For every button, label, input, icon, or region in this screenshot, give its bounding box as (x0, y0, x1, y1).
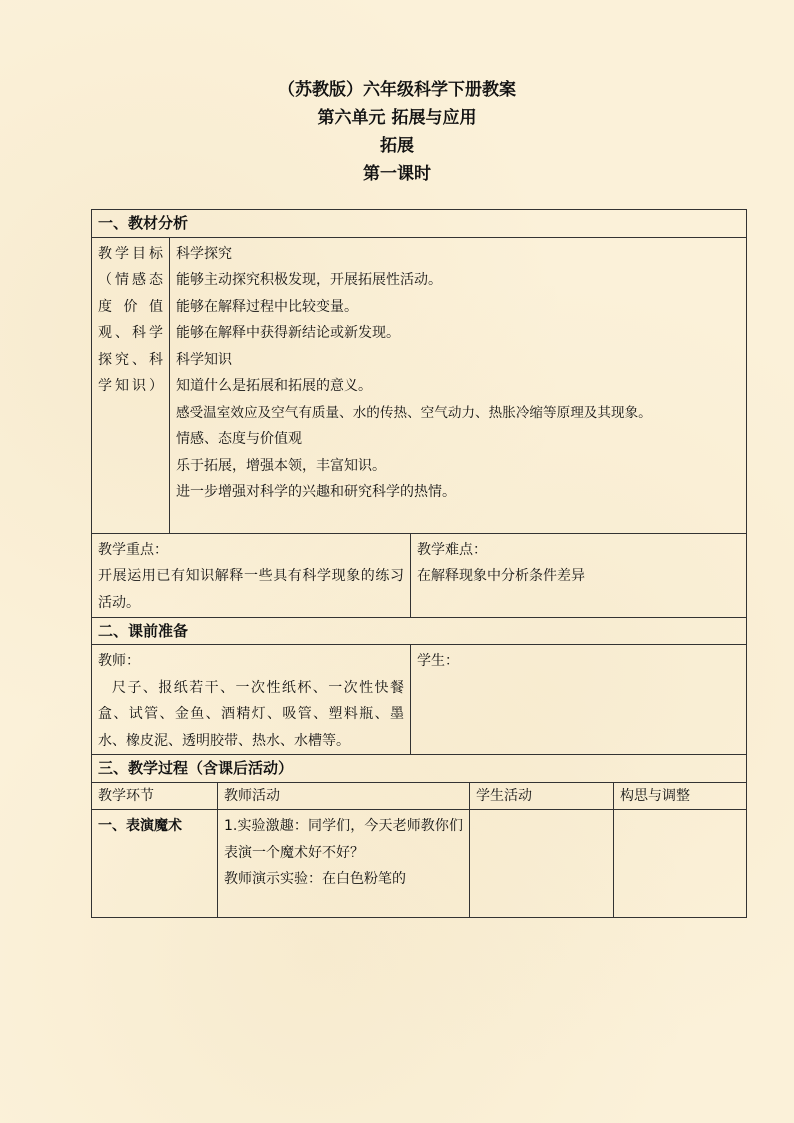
objective-line: 能够主动探究积极发现，开展拓展性活动。 (176, 272, 442, 288)
key-difficulty-row (92, 533, 747, 617)
col-stage-header: 教学环节 (92, 782, 218, 810)
objective-line: 进一步增强对科学的兴趣和研究科学的热情。 (176, 484, 456, 500)
document-title: （苏教版）六年级科学下册教案 (278, 80, 516, 100)
student-activity-cell (470, 810, 614, 918)
teacher-prep-cell (92, 645, 411, 755)
col-student-header: 学生活动 (470, 782, 614, 810)
process-header-row (92, 782, 747, 810)
preparation-row (92, 645, 747, 755)
difficulty-label: 教学难点： (417, 541, 487, 558)
objective-line: 情感、态度与价值观 (176, 431, 302, 447)
key-point-label: 教学重点： (98, 541, 168, 558)
objectives-content (170, 237, 747, 533)
key-point-cell (92, 533, 411, 617)
objectives-label: 教学目标（情感态度价值观、科学探究、科学知识） (92, 237, 170, 533)
stage-cell: 一、表演魔术 (92, 810, 218, 918)
difficulty-text: 在解释现象中分析条件差异 (417, 568, 585, 584)
objective-line: 能够在解释中获得新结论或新发现。 (176, 325, 400, 341)
objectives-row (92, 237, 747, 533)
teacher-activity-text-2: 教师演示实验：在白色粉笔的 (224, 871, 406, 887)
process-row (92, 810, 747, 918)
section-1-title: 一、教材分析 (92, 210, 747, 238)
col-teacher-header: 教师活动 (218, 782, 470, 810)
document-header (0, 76, 794, 188)
student-prep-label: 学生： (417, 653, 459, 669)
objective-line: 乐于拓展，增强本领，丰富知识。 (176, 457, 386, 474)
section-3-header-row (92, 755, 747, 783)
lesson-plan-table (91, 209, 747, 918)
unit-title: 第六单元 拓展与应用 (317, 108, 477, 128)
student-prep-cell (411, 645, 747, 755)
lesson-title: 拓展 (380, 136, 414, 156)
key-point-text: 开展运用已有知识解释一些具有科学现象的练习活动。 (98, 568, 404, 611)
objective-line: 科学探究 (176, 245, 232, 262)
difficulty-cell (411, 533, 747, 617)
notes-cell (614, 810, 747, 918)
col-notes-header: 构思与调整 (614, 782, 747, 810)
teacher-activity-cell (218, 810, 470, 918)
objective-line: 知道什么是拓展和拓展的意义。 (176, 378, 372, 394)
objective-line: 能够在解释过程中比较变量。 (176, 298, 358, 315)
teacher-activity-text: 1.实验激趣：同学们，今天老师教你们表演一个魔术好不好？ (224, 818, 463, 861)
section-1-header-row (92, 210, 747, 238)
teacher-prep-label: 教师： (98, 653, 140, 669)
period-title: 第一课时 (363, 164, 431, 184)
section-3-title: 三、教学过程（含课后活动） (92, 755, 747, 783)
teacher-prep-text: 尺子、报纸若干、一次性纸杯、一次性快餐盒、试管、金鱼、酒精灯、吸管、塑料瓶、墨水、橡皮泥、透明胶带、热水、水槽等。 (98, 679, 404, 749)
section-2-title: 二、课前准备 (92, 617, 747, 645)
section-2-header-row (92, 617, 747, 645)
objective-line: 科学知识 (176, 351, 232, 368)
objective-line: 感受温室效应及空气有质量、水的传热、空气动力、热胀冷缩等原理及其现象。 (176, 404, 652, 421)
